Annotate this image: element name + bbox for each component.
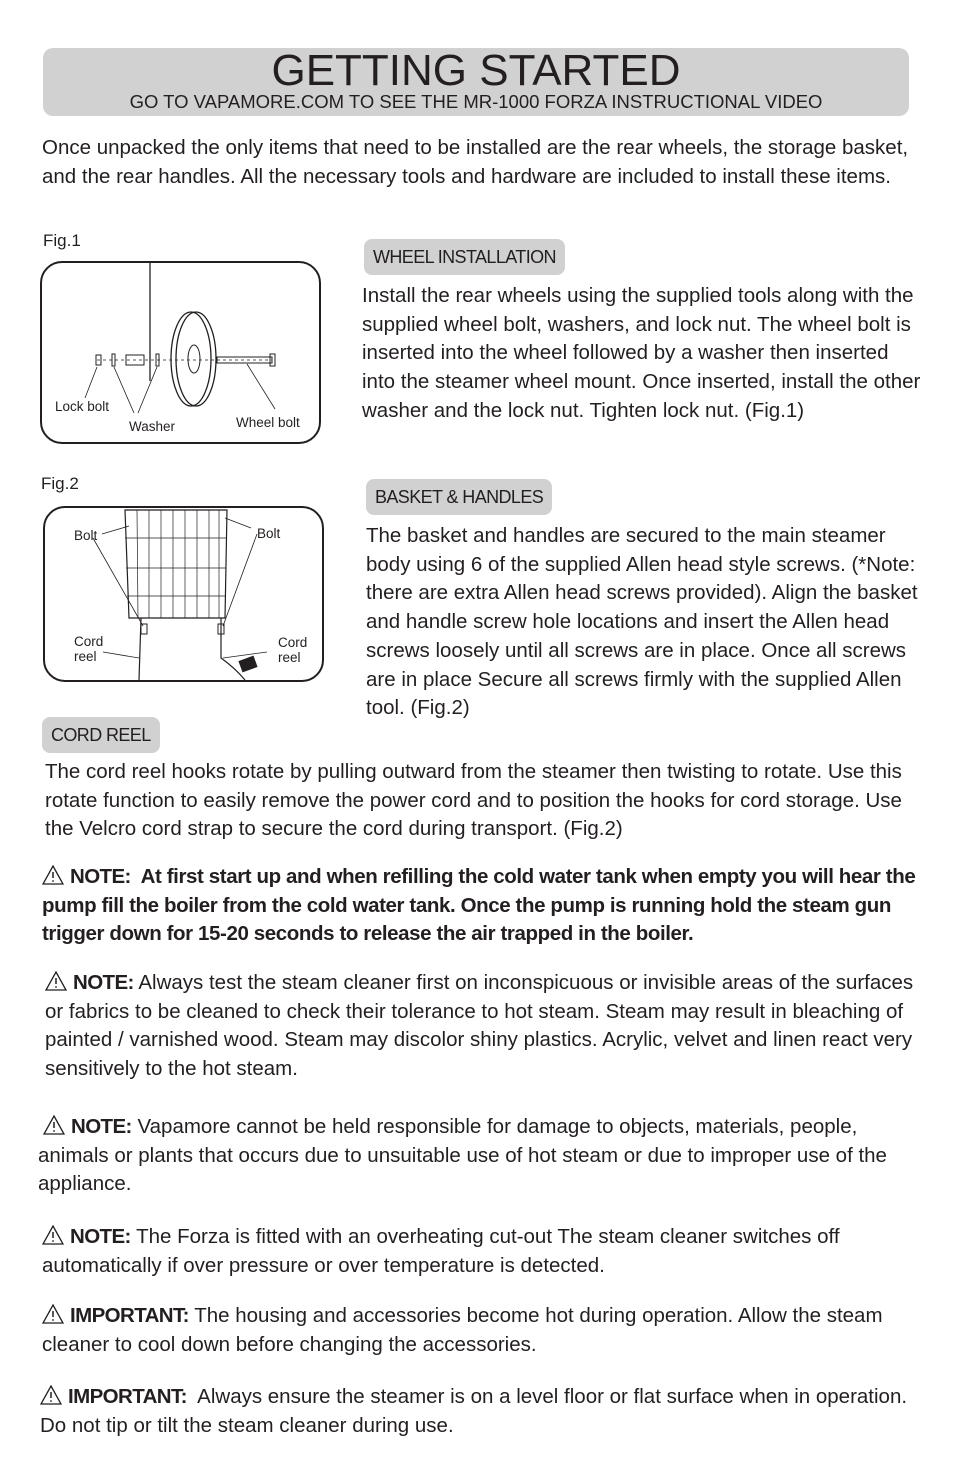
warning-icon	[42, 1225, 64, 1245]
warning-icon	[42, 865, 64, 885]
fig1-illustration	[40, 261, 321, 444]
warning-icon	[45, 971, 67, 991]
note-test-first	[45, 969, 925, 1083]
note-responsibility	[38, 1113, 918, 1199]
cord-reel-heading: CORD REEL	[42, 717, 160, 753]
page-subtitle: GO TO VAPAMORE.COM TO SEE THE MR-1000 FORZA INSTRUCTIONAL VIDEO	[129, 91, 823, 112]
wheel-bolt-label: Wheel bolt	[236, 415, 300, 430]
warning-icon	[40, 1385, 62, 1405]
note-text: Always ensure the steamer is on a level floor or flat surface when in operation. Do not tip or tilt the steam cleaner during use.	[40, 1385, 908, 1437]
note-overheating	[42, 1223, 862, 1280]
note-keyword: NOTE:	[70, 865, 131, 888]
bolt-left-label: Bolt	[74, 528, 98, 543]
basket-handles-heading: BASKET & HANDLES	[366, 479, 552, 515]
lock-bolt-label: Lock bolt	[55, 399, 110, 414]
wheel-installation-heading: WHEEL INSTALLATION	[364, 239, 565, 275]
cord-reel-text: The cord reel hooks rotate by pulling outward from the steamer then twisting to rotate. Use this rotate function to easily remove the power cord and to position the hooks for cord storage. Use the Velcro cord strap to secure the cord during transport. (Fig.2)	[45, 760, 902, 841]
wheel-installation-text: Install the rear wheels using the supplied tools along with the supplied wheel bolt, washers, and lock nut. The wheel bolt is inserted into the wheel followed by a washer then inserted into the steamer wheel mount. Once inserted, install the other washer and the lock nut. Tighten lock nut. (Fig.1)	[362, 284, 921, 422]
warning-icon	[42, 1304, 64, 1324]
header-banner	[43, 48, 909, 116]
basket-handles-text: The basket and handles are secured to the main steamer body using 6 of the supplied Allen head style screws. (*Note: there are extra Allen head screws provided). Align the basket and handle screw hole locations and insert the Allen head screws loosely until all screws are in place. Once all screws are in place Secure all screws firmly with the supplied Allen tool. (Fig.2)	[366, 524, 918, 720]
cord-left-label: Cord	[74, 634, 104, 649]
reel-left-label: reel	[74, 649, 97, 664]
important-keyword: IMPORTANT:	[68, 1385, 187, 1408]
bolt-right-label: Bolt	[257, 526, 281, 541]
note-keyword: NOTE:	[70, 1225, 131, 1248]
note-text: Always test the steam cleaner first on inconspicuous or invisible areas of the surfaces or fabrics to be cleaned to check their tolerance to hot steam. Steam may result in bleaching of painted / varnished wood. Steam may discolor shiny plastics. Acrylic, velvet and linen react very sensitively to the hot steam.	[45, 971, 914, 1080]
fig2-illustration	[43, 506, 324, 682]
note-text: The Forza is fitted with an overheating cut-out The steam cleaner switches off automatically if over pressure or over temperature is detected.	[42, 1225, 840, 1277]
cord-right-label: Cord	[278, 635, 308, 650]
note-keyword: NOTE:	[73, 971, 134, 994]
important-level-floor	[40, 1383, 920, 1440]
note-text: At first start up and when refilling the cold water tank when empty you will hear the pump fill the boiler from the cold water tank. Once the pump is running hold the steam gun trigger down for 15-20 seconds to release the air trapped in the boiler.	[42, 865, 916, 945]
important-keyword: IMPORTANT:	[70, 1304, 189, 1327]
fig1-label: Fig.1	[43, 231, 81, 250]
reel-right-label: reel	[278, 650, 301, 665]
page-title: GETTING STARTED	[271, 46, 681, 95]
intro-paragraph: Once unpacked the only items that need to be installed are the rear wheels, the storage basket, and the rear handles. All the necessary tools and hardware are included to install these items.	[42, 136, 909, 188]
washer-label: Washer	[129, 419, 176, 434]
note-text: Vapamore cannot be held responsible for damage to objects, materials, people, animals or plants that occurs due to unsuitable use of hot steam or due to improper use of the appliance.	[38, 1115, 887, 1195]
note-first-start	[42, 863, 922, 949]
note-text: The housing and accessories become hot during operation. Allow the steam cleaner to cool down before changing the accessories.	[42, 1304, 883, 1356]
note-keyword: NOTE:	[71, 1115, 132, 1138]
important-hot-housing	[42, 1302, 922, 1359]
fig2-label: Fig.2	[41, 474, 79, 493]
warning-icon	[43, 1115, 65, 1135]
